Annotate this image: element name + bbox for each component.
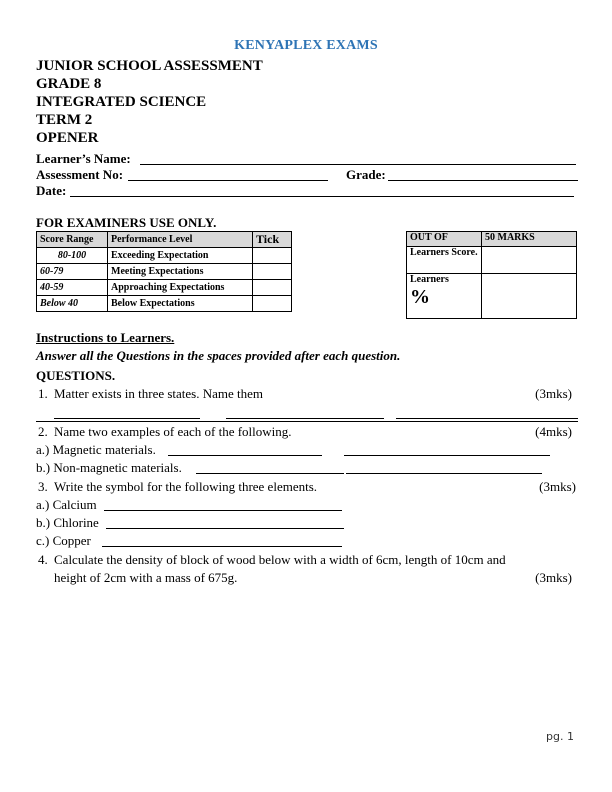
assessment-title: JUNIOR SCHOOL ASSESSMENT (36, 58, 263, 74)
exam-type-heading: OPENER (36, 130, 99, 146)
date-label: Date: (36, 183, 67, 198)
learners-score-cell[interactable] (482, 247, 577, 274)
tick-header: Tick (253, 232, 292, 248)
questions-heading: QUESTIONS. (36, 368, 116, 383)
instructions-text: Answer all the Questions in the spaces provided after each question. (36, 348, 401, 363)
performance-level-cell: Below Expectations (108, 296, 253, 312)
separator (36, 421, 578, 422)
answer-line[interactable] (102, 546, 342, 547)
tick-cell[interactable] (253, 280, 292, 296)
answer-line[interactable] (396, 418, 578, 419)
performance-table (36, 231, 292, 312)
table-row (37, 264, 292, 280)
performance-level-cell: Exceeding Expectation (108, 248, 253, 264)
learners-score-label: Learners Score. (407, 247, 482, 274)
marks-table (406, 231, 577, 319)
question-2b-text: b.) Non-magnetic materials. (36, 460, 182, 475)
score-range-cell: 40-59 (37, 280, 108, 296)
term-heading: TERM 2 (36, 112, 93, 128)
question-3-marks: (3mks) (539, 479, 576, 494)
question-2-text: Name two examples of each of the following. (54, 424, 292, 439)
question-2-number: 2. (38, 424, 48, 439)
total-marks-header: 50 MARKS (482, 232, 577, 247)
answer-line[interactable] (106, 528, 344, 529)
table-header-row (37, 232, 292, 248)
assessment-no-line[interactable] (128, 180, 328, 181)
table-row (37, 280, 292, 296)
examiners-title: FOR EXAMINERS USE ONLY. (36, 215, 217, 230)
question-3b-text: b.) Chlorine (36, 515, 99, 530)
question-3-number: 3. (38, 479, 48, 494)
grade-heading: GRADE 8 (36, 76, 102, 92)
answer-line[interactable] (168, 455, 322, 456)
question-3a-text: a.) Calcium (36, 497, 97, 512)
tick-cell[interactable] (253, 264, 292, 280)
page-number: pg. 1 (546, 730, 574, 743)
answer-line[interactable] (196, 473, 344, 474)
question-3c-text: c.) Copper (36, 533, 91, 548)
performance-level-cell: Approaching Expectations (108, 280, 253, 296)
question-4-text-continued: height of 2cm with a mass of 675g. (54, 570, 238, 585)
subject-heading: INTEGRATED SCIENCE (36, 94, 207, 110)
answer-line[interactable] (226, 418, 384, 419)
learners-label: Learners (410, 274, 449, 285)
score-range-cell: 60-79 (37, 264, 108, 280)
score-range-header: Score Range (37, 232, 108, 248)
answer-line[interactable] (346, 473, 542, 474)
tick-cell[interactable] (253, 296, 292, 312)
table-row (37, 248, 292, 264)
question-1-number: 1. (38, 386, 48, 401)
answer-line[interactable] (344, 455, 550, 456)
question-2-marks: (4mks) (535, 424, 572, 439)
question-4-number: 4. (38, 552, 48, 567)
answer-line[interactable] (104, 510, 342, 511)
question-4-text: Calculate the density of block of wood below with a width of 6cm, length of 10cm and (54, 552, 506, 567)
question-1-marks: (3mks) (535, 386, 572, 401)
out-of-header: OUT OF (407, 232, 482, 247)
answer-line[interactable] (54, 418, 200, 419)
grade-line[interactable] (388, 180, 578, 181)
score-range-cell: 80-100 (37, 248, 108, 264)
date-line[interactable] (70, 196, 574, 197)
grade-label: Grade: (346, 167, 386, 182)
performance-level-cell: Meeting Expectations (108, 264, 253, 280)
marks-header-row (407, 232, 577, 247)
brand-title: KENYAPLEX EXAMS (234, 38, 378, 53)
score-range-cell: Below 40 (37, 296, 108, 312)
percent-symbol: % (410, 286, 430, 308)
performance-level-header: Performance Level (108, 232, 253, 248)
question-2a-text: a.) Magnetic materials. (36, 442, 156, 457)
assessment-no-label: Assessment No: (36, 167, 124, 182)
learners-percent-cell[interactable] (482, 274, 577, 319)
learners-score-row (407, 247, 577, 274)
instructions-title: Instructions to Learners. (36, 330, 175, 345)
learners-percent-row (407, 274, 577, 319)
question-3-text: Write the symbol for the following three elements. (54, 479, 318, 494)
question-4-marks: (3mks) (535, 570, 572, 585)
question-1-text: Matter exists in three states. Name them (54, 386, 264, 401)
learner-name-label: Learner’s Name: (36, 151, 131, 166)
table-row (37, 296, 292, 312)
learner-name-line[interactable] (140, 164, 576, 165)
tick-cell[interactable] (253, 248, 292, 264)
